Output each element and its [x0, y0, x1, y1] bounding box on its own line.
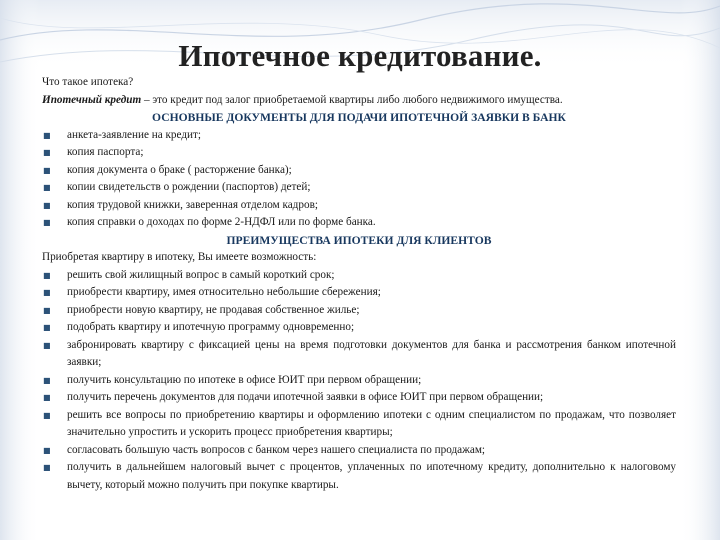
- list-item: ■ копии свидетельств о рождении (паспортов) детей;: [42, 179, 676, 197]
- square-bullet-icon: ■: [43, 393, 51, 402]
- question-text: Что такое ипотека?: [42, 76, 134, 88]
- list-item: ■ решить все вопросы по приобретению квартиры и оформлению ипотеки с одним специалистом по продажам, что позволяет значительно упростить и ускорить процесс приобретения квартиры;: [43, 408, 676, 438]
- square-bullet-icon: ■: [43, 218, 51, 227]
- slide-body: [42, 74, 676, 494]
- list-item: ■ получить в дальнейшем налоговый вычет с процентов, уплаченных по ипотечному кредиту, дополнительно к налоговому вычету, который можно получить при покупке квартиры.: [43, 461, 676, 491]
- advantages-list: [42, 267, 676, 495]
- list-item: ■ анкета-заявление на кредит;: [42, 127, 676, 145]
- square-bullet-icon: ■: [43, 183, 51, 192]
- square-bullet-icon: ■: [43, 340, 51, 350]
- list-item: ■ копия паспорта;: [42, 144, 676, 162]
- definition-term: Ипотечный кредит: [42, 93, 142, 106]
- definition-text: – это кредит под залог приобретаемой квартиры либо любого недвижимого имущества.: [141, 93, 563, 106]
- square-bullet-icon: ■: [43, 130, 51, 140]
- square-bullet-icon: ■: [43, 375, 51, 385]
- list-item: ■ приобрести квартиру, имея относительно небольшие сбережения;: [42, 284, 676, 302]
- advantages-heading: ПРЕИМУЩЕСТВА ИПОТЕКИ ДЛЯ КЛИЕНТОВ: [226, 233, 492, 247]
- documents-heading: ОСНОВНЫЕ ДОКУМЕНТЫ ДЛЯ ПОДАЧИ ИПОТЕЧНОЙ ЗАЯВКИ В БАНК: [152, 111, 566, 124]
- square-bullet-icon: ■: [43, 148, 51, 157]
- square-bullet-icon: ■: [43, 165, 51, 175]
- square-bullet-icon: ■: [43, 323, 51, 332]
- slide-title: Ипотечное кредитование.: [178, 38, 542, 73]
- list-item: ■ копия трудовой книжки, заверенная отделом кадров;: [42, 197, 676, 215]
- list-item: ■ решить свой жилищный вопрос в самый короткий срок;: [42, 267, 676, 285]
- documents-list: [42, 127, 676, 232]
- advantages-intro: Приобретая квартиру в ипотеку, Вы имеете возможность:: [42, 251, 317, 263]
- list-item: ■ согласовать большую часть вопросов с банком через нашего специалиста по продажам;: [42, 442, 676, 460]
- square-bullet-icon: ■: [43, 270, 51, 280]
- list-item: ■ подобрать квартиру и ипотечную программу одновременно;: [42, 319, 676, 337]
- definition: [42, 92, 676, 110]
- square-bullet-icon: ■: [43, 463, 51, 472]
- list-item: ■ получить перечень документов для подачи ипотечной заявки в офисе ЮИТ при первом обращении;: [42, 389, 676, 407]
- square-bullet-icon: ■: [43, 305, 51, 315]
- list-item: ■ приобрести новую квартиру, не продавая собственное жилье;: [42, 302, 676, 320]
- list-item: ■ забронировать квартиру с фиксацией цены на время подготовки документов для банка и рассмотрения банком ипотечной заявки;: [43, 338, 676, 368]
- square-bullet-icon: ■: [43, 410, 51, 420]
- list-item: ■ получить консультацию по ипотеке в офисе ЮИТ при первом обращении;: [42, 372, 676, 390]
- list-item: ■ копия справки о доходах по форме 2-НДФЛ или по форме банка.: [42, 214, 676, 232]
- square-bullet-icon: ■: [43, 200, 51, 210]
- square-bullet-icon: ■: [43, 288, 51, 297]
- list-item: ■ копия документа о браке ( расторжение банка);: [42, 162, 676, 180]
- square-bullet-icon: ■: [43, 445, 51, 455]
